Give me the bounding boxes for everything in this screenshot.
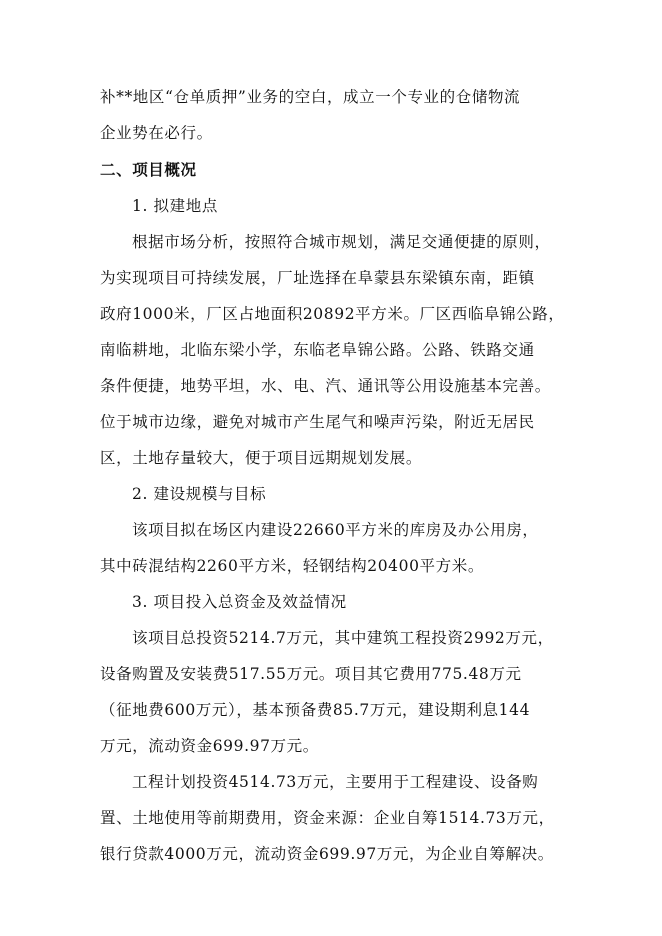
body-line: 其中砖混结构2260平方米，轻钢结构20400平方米。 [100,557,484,575]
body-line: 置、土地使用等前期费用，资金来源：企业自筹1514.73万元， [100,809,555,827]
body-line: 该项目总投资5214.7万元，其中建筑工程投资2992万元， [132,629,554,647]
body-line: 补**地区“仓单质押”业务的空白，成立一个专业的仓储物流 [100,88,521,106]
body-line: 位于城市边缘，避免对城市产生尾气和噪声污染，附近无居民 [100,413,535,431]
body-line: 政府1000米，厂区占地面积20892平方米。厂区西临阜锦公路， [100,305,565,323]
body-line: 南临耕地，北临东梁小学，东临老阜锦公路。公路、铁路交通 [100,341,535,359]
subsection-heading: 1. 拟建地点 [132,197,218,215]
body-line: 万元，流动资金699.97万元。 [100,737,319,755]
body-line: 工程计划投资4514.73万元，主要用于工程建设、设备购 [132,773,539,791]
subsection-heading: 2. 建设规模与目标 [132,485,267,503]
body-line: 为实现项目可持续发展，厂址选择在阜蒙县东梁镇东南，距镇 [100,269,535,287]
body-line: 银行贷款4000万元，流动资金699.97万元，为企业自筹解决。 [100,845,554,863]
body-line: 区，土地存量较大，便于项目远期规划发展。 [100,449,423,467]
section-heading: 二、项目概况 [100,160,197,179]
body-line: 企业势在必行。 [100,124,213,142]
body-line: 该项目拟在场区内建设22660平方米的库房及办公用房， [132,521,539,539]
body-line: 根据市场分析，按照符合城市规划，满足交通便捷的原则， [132,233,551,251]
body-line: 条件便捷，地势平坦，水、电、汽、通讯等公用设施基本完善。 [100,377,551,395]
body-line: 设备购置及安装费517.55万元。项目其它费用775.48万元 [100,665,522,683]
subsection-heading: 3. 项目投入总资金及效益情况 [132,593,347,611]
body-line: （征地费600万元），基本预备费85.7万元，建设期利息144 [100,701,531,719]
